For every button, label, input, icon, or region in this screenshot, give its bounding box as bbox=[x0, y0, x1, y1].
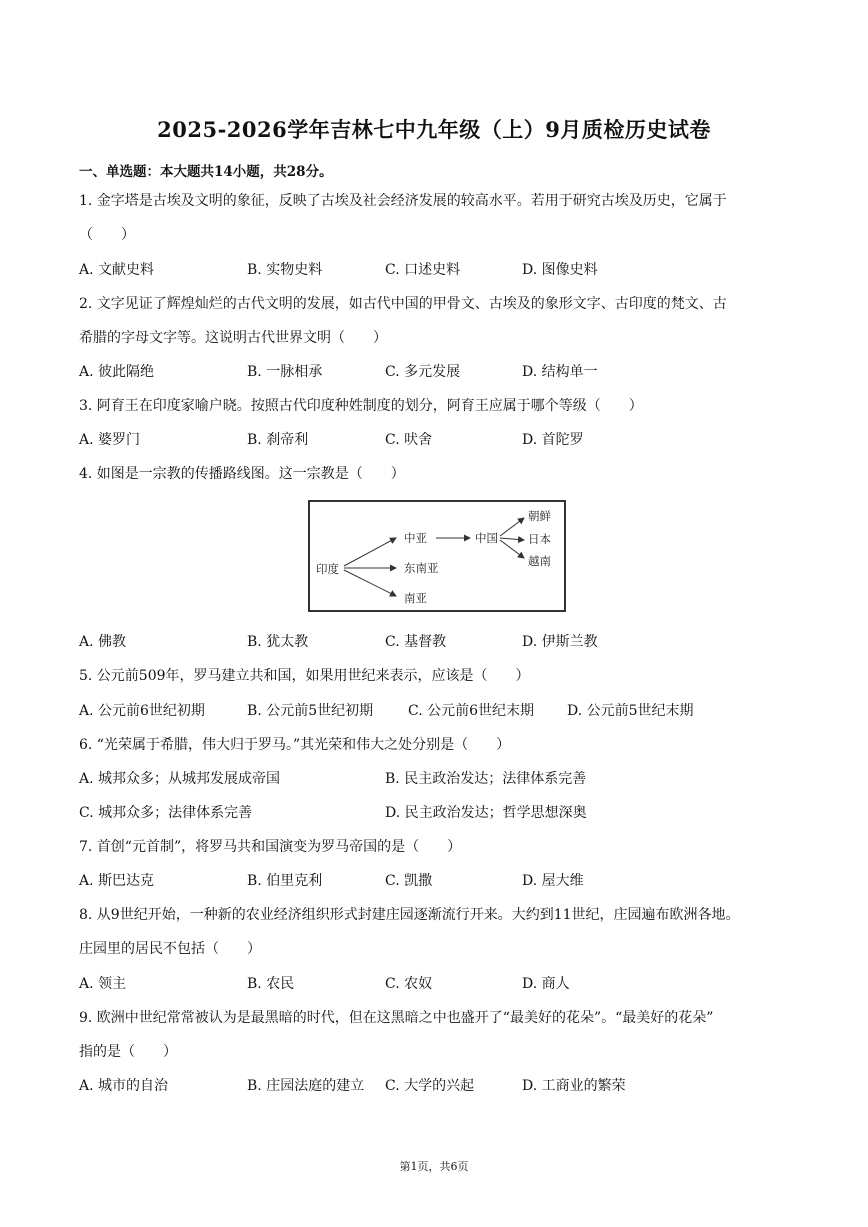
diagram-svg bbox=[310, 502, 564, 610]
page-footer: 第1页，共6页 bbox=[399, 1160, 469, 1173]
question-8-line-1: 8. 从9世纪开始，一种新的农业经济组织形式封建庄园逐渐流行开来。大约到11世纪，庄园遍布欧洲各地。 bbox=[79, 907, 740, 923]
question-4-option-c: C. 基督教 bbox=[385, 634, 447, 650]
diagram-origin-label: 印度 bbox=[316, 562, 339, 576]
question-1-option-b: B. 实物史料 bbox=[247, 262, 323, 278]
question-6-option-a: A. 城邦众多；从城邦发展成帝国 bbox=[79, 771, 281, 787]
section-heading: 一、单选题：本大题共14小题，共28分。 bbox=[79, 164, 333, 180]
question-9-option-a: A. 城市的自治 bbox=[79, 1078, 169, 1094]
question-6-option-c: C. 城邦众多；法律体系完善 bbox=[79, 805, 253, 821]
question-7-option-a: A. 斯巴达克 bbox=[79, 873, 155, 889]
question-8-option-d: D. 商人 bbox=[522, 976, 570, 992]
arrow-china-to-japan bbox=[500, 538, 524, 540]
question-9-option-c: C. 大学的兴起 bbox=[385, 1078, 475, 1094]
question-6-line-1: 6. “光荣属于希腊，伟大归于罗马。”其光荣和伟大之处分别是（ ） bbox=[79, 737, 511, 753]
question-3-line-1: 3. 阿育王在印度家喻户晓。按照古代印度种姓制度的划分，阿育王应属于哪个等级（ ） bbox=[79, 398, 643, 414]
question-4-option-a: A. 佛教 bbox=[79, 634, 127, 650]
arrow-china-to-vietnam bbox=[500, 540, 524, 558]
diagram-via-china: 中国 bbox=[475, 531, 498, 545]
diagram-destination-japan: 日本 bbox=[528, 532, 551, 546]
question-1-option-c: C. 口述史料 bbox=[385, 262, 461, 278]
question-2-option-d: D. 结构单一 bbox=[522, 364, 598, 380]
question-4-option-d: D. 伊斯兰教 bbox=[522, 634, 598, 650]
question-3-option-a: A. 婆罗门 bbox=[79, 432, 141, 448]
question-9-option-b: B. 庄园法庭的建立 bbox=[247, 1078, 365, 1094]
question-2-option-a: A. 彼此隔绝 bbox=[79, 364, 155, 380]
question-8-option-c: C. 农奴 bbox=[385, 976, 433, 992]
arrow-china-to-korea bbox=[500, 518, 524, 536]
question-9-option-d: D. 工商业的繁荣 bbox=[522, 1078, 626, 1094]
question-9-line-1: 9. 欧洲中世纪常常被认为是最黑暗的时代，但在这黑暗之中也盛开了“最美好的花朵”。“最美好的花朵” bbox=[79, 1010, 714, 1026]
question-9-line-2: 指的是（ ） bbox=[79, 1044, 177, 1060]
question-5-option-c: C. 公元前6世纪末期 bbox=[408, 703, 535, 719]
page-title: 2025-2026学年吉林七中九年级（上）9月质检历史试卷 bbox=[157, 117, 711, 142]
question-1-line-1: 1. 金字塔是古埃及文明的象征，反映了古埃及社会经济发展的较高水平。若用于研究古埃及历史，它属于 bbox=[79, 193, 727, 209]
question-6-option-b: B. 民主政治发达；法律体系完善 bbox=[385, 771, 587, 787]
question-7-option-c: C. 凯撒 bbox=[385, 873, 433, 889]
question-5-option-d: D. 公元前5世纪末期 bbox=[567, 703, 694, 719]
diagram-branch-southeast-asia: 东南亚 bbox=[404, 561, 439, 575]
question-4-line-1: 4. 如图是一宗教的传播路线图。这一宗教是（ ） bbox=[79, 466, 405, 482]
question-4-option-b: B. 犹太教 bbox=[247, 634, 309, 650]
question-6-option-d: D. 民主政治发达；哲学思想深奥 bbox=[385, 805, 587, 821]
question-2-line-1: 2. 文字见证了辉煌灿烂的古代文明的发展，如古代中国的甲骨文、古埃及的象形文字、古印度的梵文、古 bbox=[79, 296, 727, 312]
question-7-option-d: D. 屋大维 bbox=[522, 873, 584, 889]
question-2-line-2: 希腊的字母文字等。这说明古代世界文明（ ） bbox=[79, 330, 387, 346]
arrow-origin-to-central-asia bbox=[344, 538, 396, 566]
question-3-option-b: B. 刹帝利 bbox=[247, 432, 309, 448]
question-1-option-a: A. 文献史料 bbox=[79, 262, 155, 278]
question-7-option-b: B. 伯里克利 bbox=[247, 873, 323, 889]
question-5-option-a: A. 公元前6世纪初期 bbox=[79, 703, 205, 719]
question-2-option-c: C. 多元发展 bbox=[385, 364, 461, 380]
question-3-option-d: D. 首陀罗 bbox=[522, 432, 584, 448]
question-1-line-2: （ ） bbox=[79, 227, 135, 243]
diagram-branch-central-asia: 中亚 bbox=[404, 531, 427, 545]
question-5-line-1: 5. 公元前509年，罗马建立共和国，如果用世纪来表示，应该是（ ） bbox=[79, 668, 530, 684]
question-3-option-c: C. 吠舍 bbox=[385, 432, 433, 448]
question-2-option-b: B. 一脉相承 bbox=[247, 364, 323, 380]
diagram-destination-korea: 朝鲜 bbox=[528, 509, 551, 523]
religion-spread-diagram bbox=[308, 500, 566, 612]
diagram-branch-south-asia: 南亚 bbox=[404, 591, 427, 605]
question-1-option-d: D. 图像史料 bbox=[522, 262, 598, 278]
arrow-origin-to-south-asia bbox=[344, 570, 396, 596]
question-5-option-b: B. 公元前5世纪初期 bbox=[247, 703, 374, 719]
question-7-line-1: 7. 首创“元首制”，将罗马共和国演变为罗马帝国的是（ ） bbox=[79, 839, 462, 855]
question-8-option-a: A. 领主 bbox=[79, 976, 127, 992]
question-8-option-b: B. 农民 bbox=[247, 976, 295, 992]
diagram-destination-vietnam: 越南 bbox=[528, 554, 551, 568]
question-8-line-2: 庄园里的居民不包括（ ） bbox=[79, 941, 261, 957]
